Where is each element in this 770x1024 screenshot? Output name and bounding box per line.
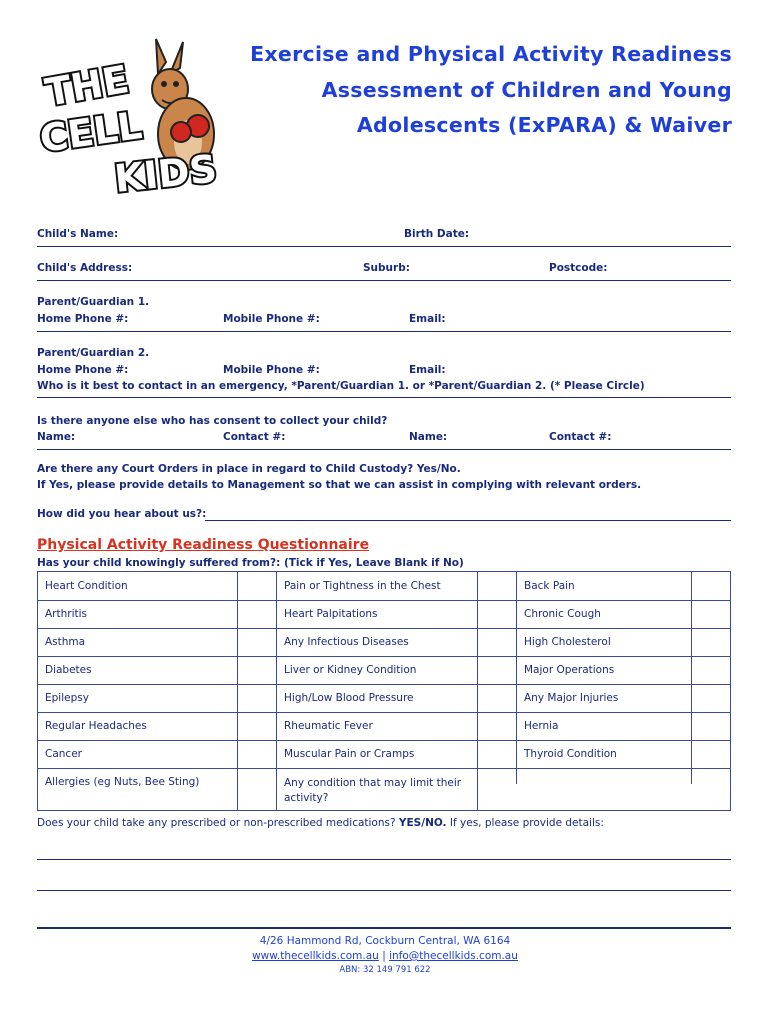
condition-epilepsy: Epilepsy [45,692,89,704]
tick-box[interactable] [238,741,276,768]
parent1-email-label: Email: [409,313,446,325]
tick-box[interactable] [478,657,516,684]
tick-box[interactable] [238,629,276,656]
child-name-label: Child's Name: [37,228,119,240]
logo [38,34,238,204]
consent-contact1-label: Contact #: [223,431,286,443]
footer-links: www.thecellkids.com.au | info@thecellkids.com.au [252,950,518,962]
condition-chest-pain: Pain or Tightness in the Chest [284,580,441,592]
parent1-line[interactable] [37,331,731,332]
svg-text:THE: THE [41,56,132,115]
tick-box[interactable] [692,657,730,684]
consent-name1-label: Name: [37,431,76,443]
child-address-label: Child's Address: [37,262,133,274]
parent1-mobile-label: Mobile Phone #: [223,313,320,325]
condition-cancer: Cancer [45,748,82,760]
child-name-line[interactable] [37,246,731,247]
consent-contact2-label: Contact #: [549,431,612,443]
email-link[interactable]: info@thecellkids.com.au [389,950,518,962]
condition-heart-palpitations: Heart Palpitations [284,608,378,620]
postcode-label: Postcode: [549,262,608,274]
questionnaire-title: Physical Activity Readiness Questionnaire [37,537,370,553]
page-title-line3: Adolescents (ExPARA) & Waiver [356,113,732,137]
hear-about-us-label: How did you hear about us?: [37,508,207,520]
tick-box[interactable] [478,769,516,809]
condition-asthma: Asthma [45,636,86,648]
condition-regular-headaches: Regular Headaches [45,720,147,732]
kangaroo-logo-icon [38,34,238,204]
parent1-heading: Parent/Guardian 1. [37,296,150,308]
parent1-home-phone-label: Home Phone #: [37,313,129,325]
svg-text:KIDS: KIDS [112,146,219,201]
tick-box[interactable] [692,713,730,740]
child-address-line[interactable] [37,280,731,281]
tick-box[interactable] [478,685,516,712]
questionnaire-subtitle: Has your child knowingly suffered from?: (Tick if Yes, Leave Blank if No) [37,557,464,569]
consent-line[interactable] [37,449,731,450]
tick-box[interactable] [478,713,516,740]
condition-diabetes: Diabetes [45,664,92,676]
suburb-label: Suburb: [363,262,410,274]
condition-allergies: Allergies (eg Nuts, Bee Sting) [45,776,200,788]
tick-box[interactable] [478,572,516,600]
condition-high-cholesterol: High Cholesterol [524,636,611,648]
court-orders-question: Are there any Court Orders in place in regard to Child Custody? Yes/No. [37,463,461,475]
footer-address: 4/26 Hammond Rd, Cockburn Central, WA 6164 [259,935,511,947]
page-title-line1: Exercise and Physical Activity Readiness [250,42,732,66]
hear-about-us-line[interactable] [205,520,731,521]
condition-muscular-pain: Muscular Pain or Cramps [284,748,415,760]
consent-question: Is there anyone else who has consent to collect your child? [37,415,388,427]
medications-line-2[interactable] [37,890,731,891]
tick-box[interactable] [238,657,276,684]
consent-name2-label: Name: [409,431,448,443]
court-orders-details: If Yes, please provide details to Management so that we can assist in complying with relevant orders. [37,479,642,491]
parent2-home-phone-label: Home Phone #: [37,364,129,376]
condition-major-injuries: Any Major Injuries [524,692,619,704]
condition-infectious-diseases: Any Infectious Diseases [284,636,409,648]
tick-box[interactable] [692,741,730,768]
medications-question: Does your child take any prescribed or non-prescribed medications? YES/NO. If yes, please provide details: [37,817,604,829]
svg-text:CELL: CELL [38,103,145,161]
tick-box[interactable] [692,685,730,712]
emergency-contact-text: Who is it best to contact in an emergency, *Parent/Guardian 1. or *Parent/Guardian 2. (* Please Circle) [37,380,645,392]
condition-liver-kidney: Liver or Kidney Condition [284,664,417,676]
condition-blood-pressure: High/Low Blood Pressure [284,692,414,704]
parent2-mobile-label: Mobile Phone #: [223,364,320,376]
condition-heart-condition: Heart Condition [45,580,128,592]
tick-box[interactable] [238,572,276,600]
tick-box[interactable] [478,741,516,768]
medications-line-1[interactable] [37,859,731,860]
condition-major-operations: Major Operations [524,664,615,676]
page-title-line2: Assessment of Children and Young [321,78,732,102]
tick-box[interactable] [238,713,276,740]
tick-box[interactable] [478,601,516,628]
parent2-heading: Parent/Guardian 2. [37,347,150,359]
condition-limit-activity: Any condition that may limit their activity? [284,777,462,804]
footer-abn: ABN: 32 149 791 622 [339,965,431,975]
condition-arthritis: Arthritis [45,608,88,620]
condition-rheumatic-fever: Rheumatic Fever [284,720,373,732]
parent2-line[interactable] [37,397,731,398]
health-conditions-table [37,571,731,811]
tick-box[interactable] [692,601,730,628]
tick-box[interactable] [692,629,730,656]
condition-thyroid: Thyroid Condition [524,748,617,760]
tick-box[interactable] [692,572,730,600]
birth-date-label: Birth Date: [404,228,470,240]
tick-box[interactable] [238,685,276,712]
tick-box[interactable] [238,601,276,628]
parent2-email-label: Email: [409,364,446,376]
tick-box[interactable] [238,769,276,809]
footer-divider [37,927,731,929]
website-link[interactable]: www.thecellkids.com.au [252,950,379,962]
condition-back-pain: Back Pain [524,580,575,592]
condition-hernia: Hernia [524,720,559,732]
tick-box[interactable] [478,629,516,656]
condition-chronic-cough: Chronic Cough [524,608,601,620]
